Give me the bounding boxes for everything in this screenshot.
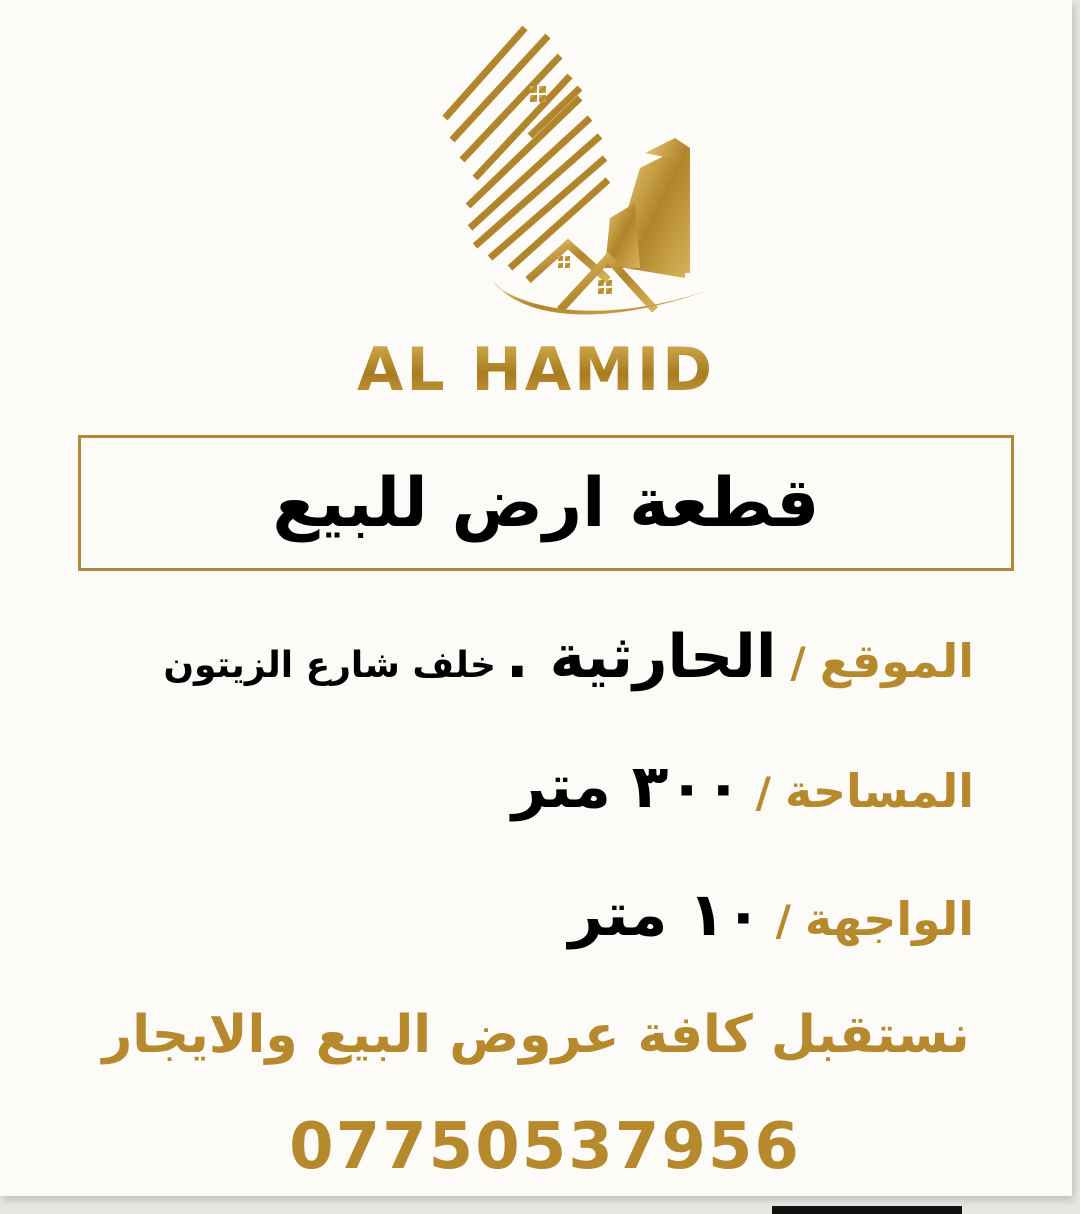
detail-row-location: [163, 622, 974, 692]
page-title: قطعة ارض للبيع: [272, 463, 820, 543]
detail-label: المساحة: [784, 764, 974, 818]
detail-separator: /: [755, 768, 771, 817]
building-house-logo-icon: [430, 18, 730, 338]
detail-value: ١٠ متر: [568, 880, 762, 950]
detail-value: الحارثية .: [505, 622, 777, 692]
detail-separator: /: [790, 638, 806, 687]
detail-row-frontage: [568, 880, 974, 950]
detail-label: الموقع: [819, 634, 974, 688]
phone-number: 07750537956: [289, 1110, 801, 1184]
brand-name: AL HAMID: [0, 335, 1072, 405]
detail-label: الواجهة: [804, 892, 974, 946]
offer-text: نستقبل كافة عروض البيع والايجار: [102, 1005, 970, 1065]
detail-row-area: [512, 752, 974, 822]
detail-separator: /: [775, 896, 791, 945]
edge-strip: [772, 1206, 962, 1214]
detail-value: ٣٠٠ متر: [511, 752, 742, 822]
title-box: [78, 435, 1014, 571]
detail-extra: خلف شارع الزيتون: [163, 645, 496, 686]
